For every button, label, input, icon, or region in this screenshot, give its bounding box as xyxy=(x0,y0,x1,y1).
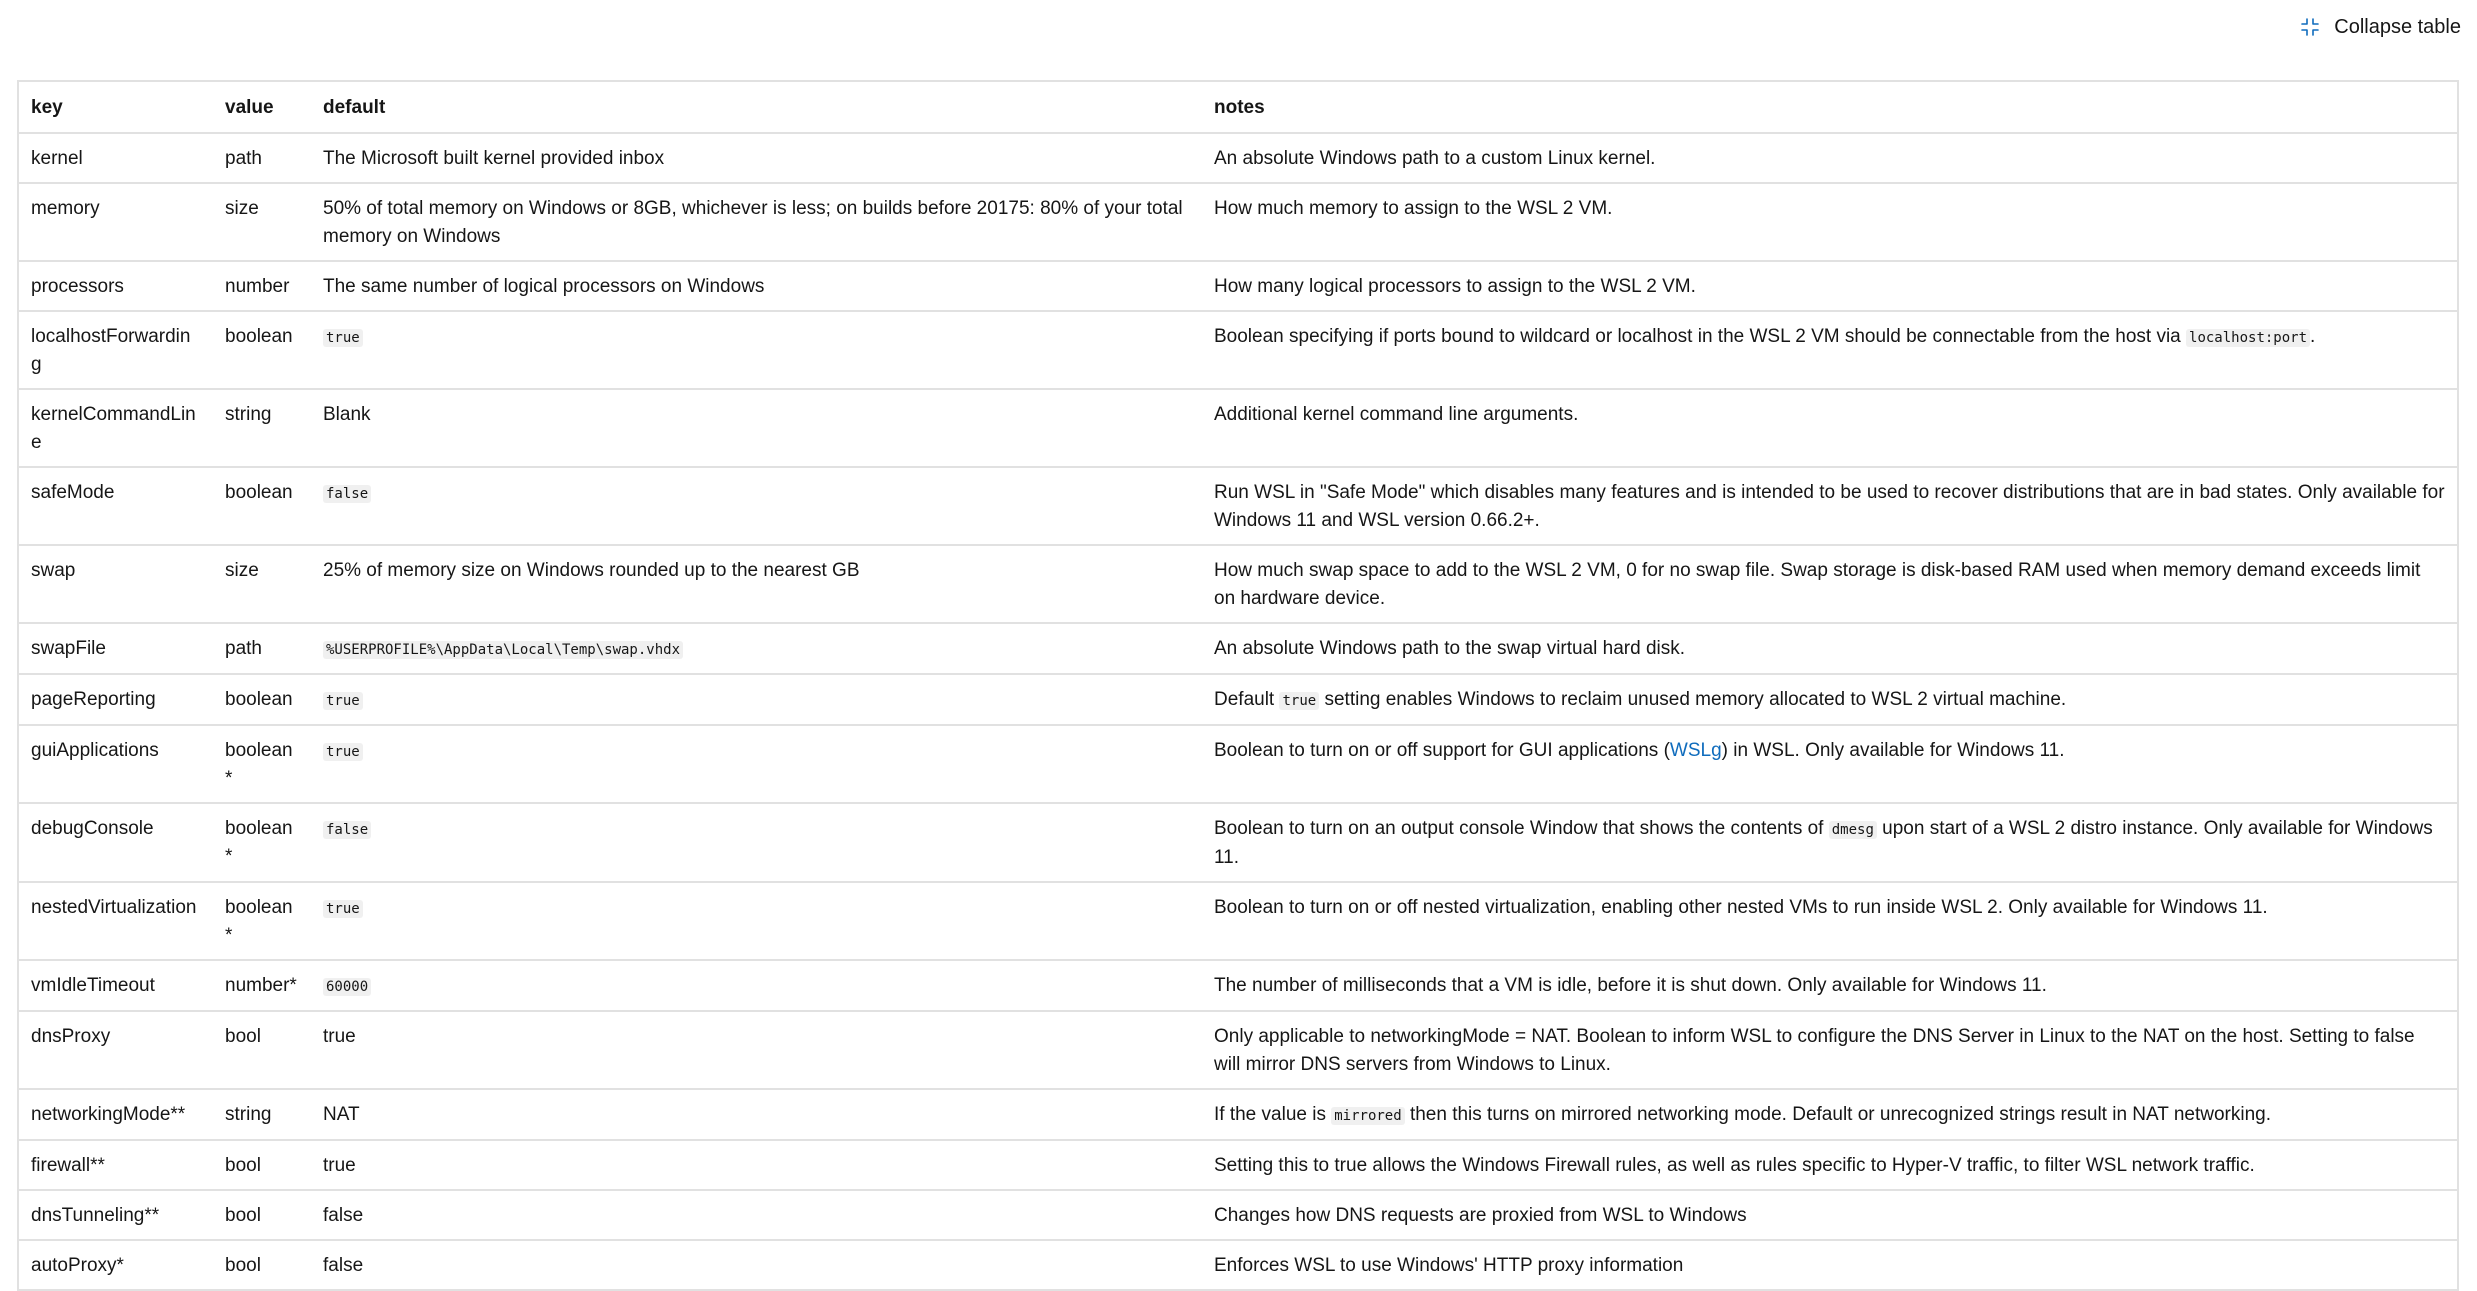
cell-notes: Additional kernel command line arguments. xyxy=(1202,389,2457,467)
code-inline: true xyxy=(323,900,363,918)
cell-default xyxy=(311,960,1202,1011)
table-row xyxy=(19,1190,2457,1240)
cell-notes: How much memory to assign to the WSL 2 VM. xyxy=(1202,183,2457,261)
cell-value: size xyxy=(213,183,311,261)
cell-key: swapFile xyxy=(19,623,213,674)
cell-notes: An absolute Windows path to a custom Linux kernel. xyxy=(1202,133,2457,183)
cell-key: pageReporting xyxy=(19,674,213,725)
cell-value: boolean xyxy=(213,467,311,545)
table-row xyxy=(19,311,2457,389)
cell-notes: The number of milliseconds that a VM is idle, before it is shut down. Only available for Windows 11. xyxy=(1202,960,2457,1011)
cell-key: dnsProxy xyxy=(19,1011,213,1089)
cell-default: 50% of total memory on Windows or 8GB, whichever is less; on builds before 20175: 80% of your total memory on Windows xyxy=(311,183,1202,261)
table-row xyxy=(19,960,2457,1011)
cell-default xyxy=(311,467,1202,545)
collapse-table-label: Collapse table xyxy=(2334,15,2461,38)
cell-value: path xyxy=(213,133,311,183)
table-row xyxy=(19,674,2457,725)
cell-notes: Boolean to turn on or off nested virtualization, enabling other nested VMs to run inside WSL 2. Only available for Windows 11. xyxy=(1202,882,2457,960)
cell-key: processors xyxy=(19,261,213,311)
cell-value: bool xyxy=(213,1140,311,1190)
cell-default xyxy=(311,623,1202,674)
cell-notes: How many logical processors to assign to the WSL 2 VM. xyxy=(1202,261,2457,311)
wslg-link[interactable]: WSLg xyxy=(1669,740,1722,761)
code-inline: true xyxy=(323,743,363,761)
notes-text: Default xyxy=(1214,689,1280,710)
settings-table xyxy=(19,82,2457,1289)
cell-default xyxy=(311,311,1202,389)
collapse-arrows-icon xyxy=(2300,17,2320,37)
header-default: default xyxy=(311,82,1202,133)
cell-notes: Run WSL in "Safe Mode" which disables many features and is intended to be used to recover distributions that are in bad states. Only available for Windows 11 and WSL version 0.66.2+. xyxy=(1202,467,2457,545)
cell-value: boolean xyxy=(213,674,311,725)
table-row xyxy=(19,133,2457,183)
cell-value: bool xyxy=(225,1255,261,1276)
table-row xyxy=(19,725,2457,803)
cell-value: boolean* xyxy=(213,882,311,960)
code-inline: true xyxy=(1279,692,1319,710)
table-row xyxy=(19,467,2457,545)
notes-text: If the value is xyxy=(1214,1104,1332,1125)
cell-notes: Setting this to true allows the Windows Firewall rules, as well as rules specific to Hyper-V traffic, to filter WSL network traffic. xyxy=(1202,1140,2457,1190)
cell-key: safeMode xyxy=(19,467,213,545)
table-toolbar xyxy=(0,0,2477,54)
cell-default: false xyxy=(311,1190,1202,1240)
notes-text: then this turns on mirrored networking mode. Default or unrecognized strings result in NAT networking. xyxy=(1404,1104,2271,1125)
cell-key: debugConsole xyxy=(19,803,213,882)
collapse-table-button[interactable] xyxy=(2300,14,2461,40)
cell-value: string xyxy=(213,1089,311,1140)
cell-key: localhostForwarding xyxy=(19,311,213,389)
cell-default: The same number of logical processors on Windows xyxy=(311,261,1202,311)
cell-value: string xyxy=(213,389,311,467)
notes-text: Boolean to turn on an output console Window that shows the contents of xyxy=(1214,818,1829,839)
table-row xyxy=(19,389,2457,467)
cell-notes xyxy=(1202,311,2457,389)
cell-notes: An absolute Windows path to the swap virtual hard disk. xyxy=(1202,623,2457,674)
cell-default xyxy=(311,803,1202,882)
cell-default: The Microsoft built kernel provided inbox xyxy=(311,133,1202,183)
notes-text: Boolean specifying if ports bound to wildcard or localhost in the WSL 2 VM should be connectable from the host via xyxy=(1214,326,2187,347)
cell-default xyxy=(311,674,1202,725)
notes-text: setting enables Windows to reclaim unused memory allocated to WSL 2 virtual machine. xyxy=(1319,689,2067,710)
code-inline: mirrored xyxy=(1331,1107,1404,1125)
cell-notes: Only applicable to networkingMode = NAT. Boolean to inform WSL to configure the DNS Server in Linux to the NAT on the host. Setting to false will mirror DNS servers from Windows to Linux. xyxy=(1202,1011,2457,1089)
header-value: value xyxy=(213,82,311,133)
table-row xyxy=(19,261,2457,311)
table-row xyxy=(19,1240,2457,1289)
cell-notes: Changes how DNS requests are proxied from WSL to Windows xyxy=(1202,1190,2457,1240)
notes-text: ) in WSL. Only available for Windows 11. xyxy=(1721,740,2065,761)
header-notes: notes xyxy=(1202,82,2457,133)
cell-default xyxy=(311,725,1202,803)
code-inline: dmesg xyxy=(1829,821,1877,839)
cell-key: swap xyxy=(19,545,213,623)
cell-notes: Enforces WSL to use Windows' HTTP proxy information xyxy=(1214,1255,1684,1276)
cell-notes: How much swap space to add to the WSL 2 VM, 0 for no swap file. Swap storage is disk-based RAM used when memory demand exceeds limit on hardware device. xyxy=(1202,545,2457,623)
cell-key: vmIdleTimeout xyxy=(19,960,213,1011)
table-row xyxy=(19,1011,2457,1089)
cell-key: kernel xyxy=(19,133,213,183)
header-key: key xyxy=(19,82,213,133)
code-inline: %USERPROFILE%\AppData\Local\Temp\swap.vhdx xyxy=(323,641,683,659)
cell-key: guiApplications xyxy=(19,725,213,803)
cell-notes xyxy=(1202,674,2457,725)
cell-key: kernelCommandLine xyxy=(19,389,213,467)
cell-value: size xyxy=(213,545,311,623)
cell-default xyxy=(311,882,1202,960)
cell-key: networkingMode** xyxy=(19,1089,213,1140)
cell-value: number* xyxy=(213,960,311,1011)
code-inline: localhost:port xyxy=(2186,329,2310,347)
code-inline: true xyxy=(323,692,363,710)
code-inline: 60000 xyxy=(323,978,371,996)
notes-text: Boolean to turn on or off support for GUI applications ( xyxy=(1214,740,1670,761)
table-row xyxy=(19,623,2457,674)
cell-value: boolean* xyxy=(213,803,311,882)
code-inline: false xyxy=(323,485,371,503)
code-inline: true xyxy=(323,329,363,347)
cell-default: true xyxy=(311,1011,1202,1089)
cell-notes xyxy=(1202,803,2457,882)
code-inline: false xyxy=(323,821,371,839)
cell-key: nestedVirtualization xyxy=(19,882,213,960)
cell-value: path xyxy=(213,623,311,674)
cell-notes xyxy=(1202,725,2457,803)
cell-value: boolean xyxy=(213,311,311,389)
table-row xyxy=(19,1140,2457,1190)
cell-key: dnsTunneling** xyxy=(19,1190,213,1240)
table-row xyxy=(19,882,2457,960)
cell-value: bool xyxy=(213,1190,311,1240)
table-header-row xyxy=(19,82,2457,133)
table-row xyxy=(19,183,2457,261)
cell-default: false xyxy=(323,1255,364,1276)
cell-default: NAT xyxy=(311,1089,1202,1140)
cell-value: boolean* xyxy=(213,725,311,803)
table-row xyxy=(19,1089,2457,1140)
cell-default: true xyxy=(311,1140,1202,1190)
cell-key: memory xyxy=(19,183,213,261)
table-row xyxy=(19,545,2457,623)
cell-key: firewall** xyxy=(19,1140,213,1190)
cell-value: number xyxy=(213,261,311,311)
cell-notes xyxy=(1202,1089,2457,1140)
notes-text: . xyxy=(2310,326,2316,347)
cell-value: bool xyxy=(213,1011,311,1089)
notes-text: upon start of a WSL 2 distro instance. Only available for Windows 11. xyxy=(1214,818,2433,868)
cell-default: 25% of memory size on Windows rounded up to the nearest GB xyxy=(311,545,1202,623)
table-row xyxy=(19,803,2457,882)
wsl-config-table xyxy=(17,80,2459,1291)
cell-key: autoProxy* xyxy=(31,1255,124,1276)
cell-default: Blank xyxy=(311,389,1202,467)
